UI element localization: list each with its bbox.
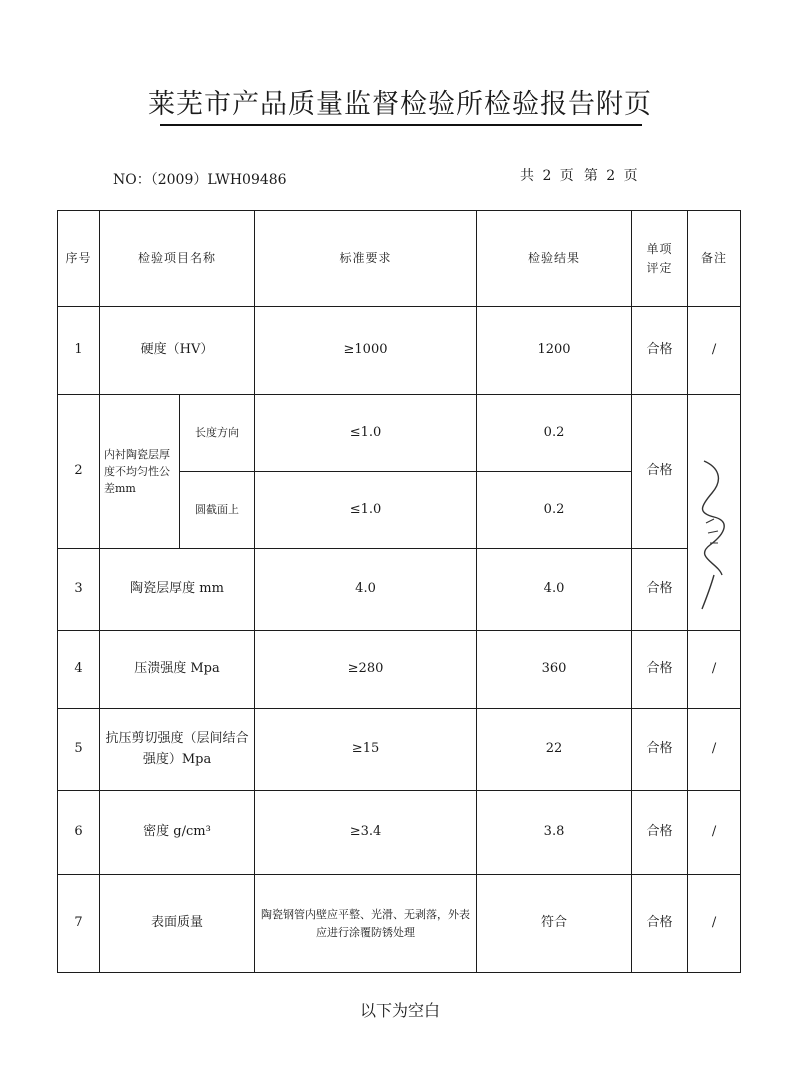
remark-cell: / (688, 631, 741, 709)
standard-cell: ≤1.0 (255, 395, 477, 472)
table-row (58, 709, 741, 791)
item-cell: 硬度（HV） (100, 307, 255, 395)
seq-cell: 7 (58, 875, 100, 973)
item-cell: 内衬陶瓷层厚度不均匀性公差mm (100, 395, 180, 549)
table-row (58, 395, 741, 472)
result-cell: 4.0 (477, 549, 632, 631)
result-cell: 符合 (477, 875, 632, 973)
report-number: NO：（2009）LWH09486 (113, 172, 287, 188)
table-row (58, 307, 741, 395)
table-row (58, 791, 741, 875)
standard-cell: ≥15 (255, 709, 477, 791)
table-row (58, 875, 741, 973)
col-header-verdict (632, 211, 688, 307)
seq-cell: 4 (58, 631, 100, 709)
table-header-row (58, 211, 741, 307)
verdict-cell: 合格 (632, 395, 688, 549)
total-pages: 共 2 页 (520, 168, 574, 184)
sub-item-cell: 长度方向 (180, 395, 255, 472)
item-cell: 陶瓷层厚度 mm (100, 549, 255, 631)
col-header-seq: 序号 (58, 211, 100, 307)
title-underline (160, 124, 642, 126)
remark-cell: / (688, 875, 741, 973)
report-title: 莱芜市产品质量监督检验所检验报告附页 (148, 89, 652, 120)
col-header-item: 检验项目名称 (100, 211, 255, 307)
seq-cell: 1 (58, 307, 100, 395)
page-info (520, 165, 638, 185)
remark-cell: / (688, 307, 741, 395)
result-cell: 0.2 (477, 395, 632, 472)
handwritten-signature-mark (692, 413, 736, 613)
remark-cell: / (688, 791, 741, 875)
result-cell: 22 (477, 709, 632, 791)
seq-cell: 3 (58, 549, 100, 631)
standard-cell: ≥1000 (255, 307, 477, 395)
current-page: 第 2 页 (583, 168, 638, 184)
seq-cell: 6 (58, 791, 100, 875)
sub-item-cell: 圆截面上 (180, 472, 255, 549)
standard-cell: 4.0 (255, 549, 477, 631)
item-cell: 密度 g/cm³ (100, 791, 255, 875)
col-header-standard: 标准要求 (255, 211, 477, 307)
verdict-cell: 合格 (632, 549, 688, 631)
result-cell: 3.8 (477, 791, 632, 875)
verdict-cell: 合格 (632, 307, 688, 395)
standard-cell: 陶瓷钢管内壁应平整、光滑、无剥落，外表应进行涂覆防锈处理 (255, 875, 477, 973)
table-row (58, 631, 741, 709)
seq-cell: 5 (58, 709, 100, 791)
verdict-cell: 合格 (632, 875, 688, 973)
result-cell: 360 (477, 631, 632, 709)
table-row (58, 549, 741, 631)
item-cell: 表面质量 (100, 875, 255, 973)
verdict-cell: 合格 (632, 791, 688, 875)
remark-cell: / (688, 709, 741, 791)
seq-cell: 2 (58, 395, 100, 549)
signature-cell (688, 395, 741, 631)
blank-below-note: 以下为空白 (359, 1001, 440, 1020)
col-header-result: 检验结果 (477, 211, 632, 307)
item-cell: 抗压剪切强度（层间结合强度）Mpa (100, 709, 255, 791)
col-header-verdict-line2: 评定 (646, 260, 673, 275)
standard-cell: ≥280 (255, 631, 477, 709)
col-header-verdict-line1: 单项 (646, 241, 673, 256)
item-cell: 压溃强度 Mpa (100, 631, 255, 709)
verdict-cell: 合格 (632, 709, 688, 791)
verdict-cell: 合格 (632, 631, 688, 709)
inspection-table (57, 210, 741, 973)
standard-cell: ≥3.4 (255, 791, 477, 875)
result-cell: 1200 (477, 307, 632, 395)
col-header-remark: 备注 (688, 211, 741, 307)
result-cell: 0.2 (477, 472, 632, 549)
standard-cell: ≤1.0 (255, 472, 477, 549)
